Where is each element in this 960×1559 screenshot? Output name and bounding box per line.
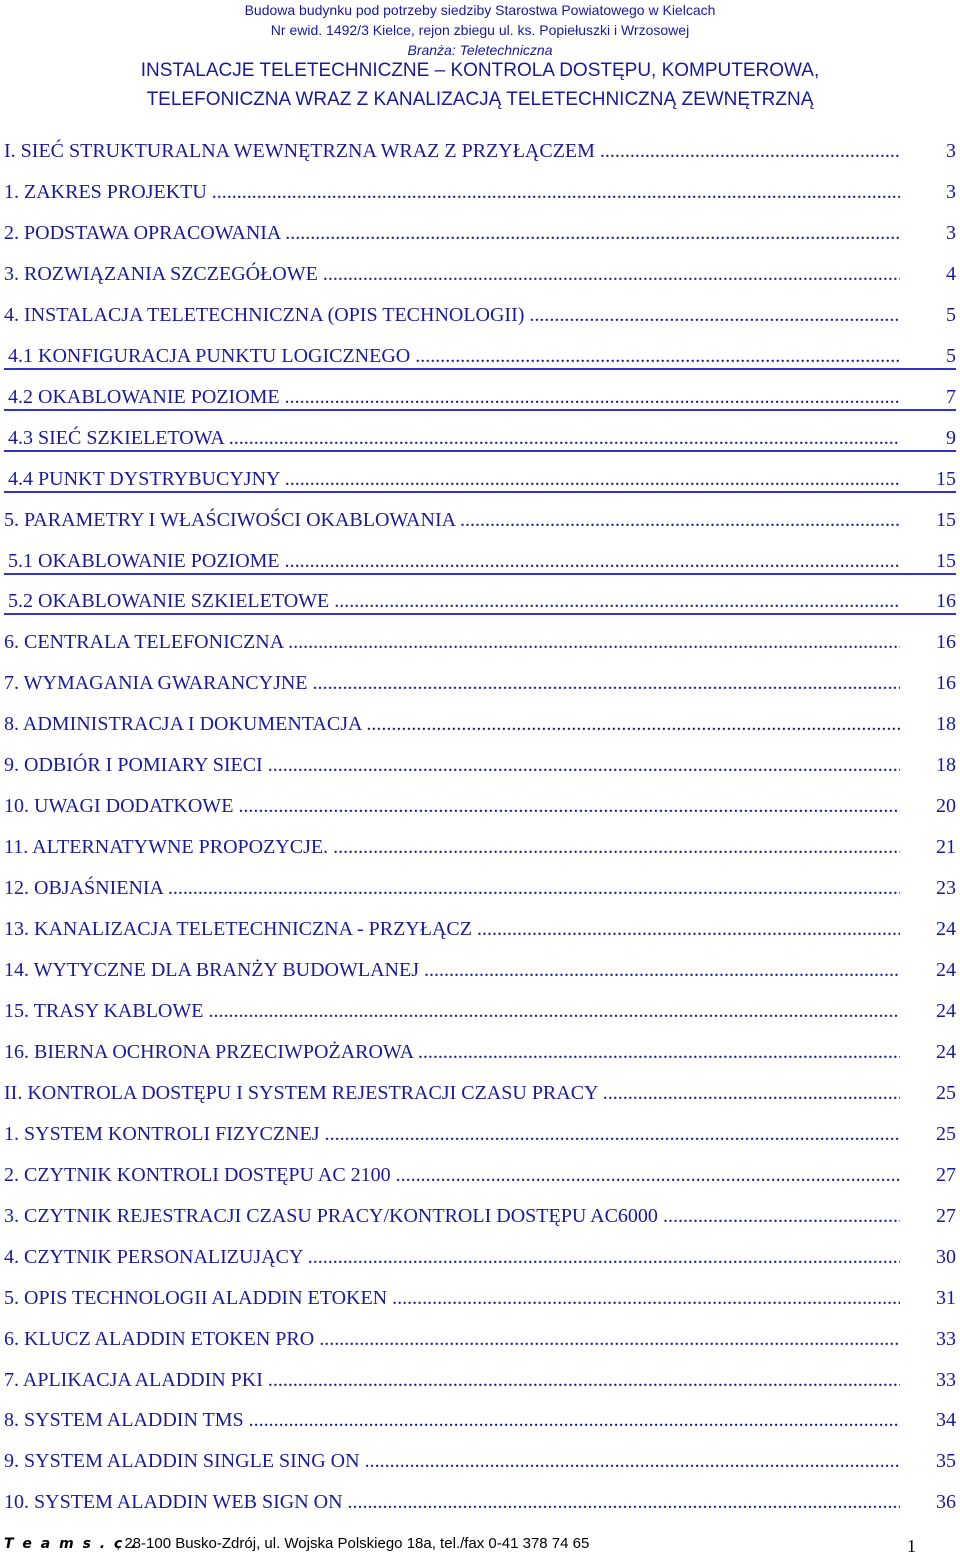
toc-entry-page: 36 bbox=[936, 1491, 956, 1514]
toc-entry-page: 15 bbox=[936, 549, 956, 572]
toc-entry-page: 27 bbox=[936, 1163, 956, 1186]
toc-entry-title: 2. PODSTAWA OPRACOWANIA ..... bbox=[4, 221, 900, 245]
toc-entry-page: 9 bbox=[946, 426, 956, 449]
toc-entry-title: 6. KLUCZ ALADDIN ETOKEN PRO ..... bbox=[4, 1327, 900, 1351]
toc-entry-page: 16 bbox=[936, 590, 956, 613]
toc-entry bbox=[0, 498, 960, 538]
toc-entry-link[interactable] bbox=[0, 457, 960, 497]
link-underline bbox=[4, 613, 956, 615]
toc-entry-title: 3. CZYTNIK REJESTRACJI CZASU PRACY/KONTROLI DOSTĘPU AC6000 ..... bbox=[4, 1204, 900, 1228]
toc-entry-title: 16. BIERNA OCHRONA PRZECIWPOŻAROWA ..... bbox=[4, 1040, 900, 1064]
page-header bbox=[0, 0, 960, 60]
toc-entry-page: 24 bbox=[936, 1040, 956, 1063]
toc-entry-title: 15. TRASY KABLOWE ..... bbox=[4, 999, 900, 1023]
toc-entry-title: 4.4 PUNKT DYSTRYBUCYJNY ..... bbox=[8, 467, 900, 491]
toc-entry bbox=[0, 661, 960, 701]
toc-entry-title: 7. WYMAGANIA GWARANCYJNE ..... bbox=[4, 671, 900, 695]
footer-brand: T e a m s . c . bbox=[4, 1536, 139, 1552]
toc-entry bbox=[0, 1112, 960, 1152]
toc-entry bbox=[0, 170, 960, 210]
toc-entry-page: 18 bbox=[936, 754, 956, 777]
toc-entry-title: 10. UWAGI DODATKOWE ..... bbox=[4, 794, 900, 818]
toc-entry bbox=[0, 1030, 960, 1070]
toc-entry-page: 15 bbox=[936, 467, 956, 490]
toc-entry bbox=[0, 1194, 960, 1234]
toc-entry-page: 5 bbox=[946, 344, 956, 367]
toc-entry-page: 3 bbox=[946, 180, 956, 203]
toc-entry-page: 23 bbox=[936, 877, 956, 900]
toc-entry bbox=[0, 1153, 960, 1193]
toc-entry-title: 11. ALTERNATYWNE PROPOZYCJE. ..... bbox=[4, 835, 900, 859]
toc-entry-link[interactable] bbox=[0, 334, 960, 374]
toc-entry-link[interactable] bbox=[0, 539, 960, 579]
toc-entry bbox=[0, 907, 960, 947]
toc-entry-title: 4. INSTALACJA TELETECHNICZNA (OPIS TECHNOLOGII) ..... bbox=[4, 303, 900, 327]
toc-entry-title: 9. SYSTEM ALADDIN SINGLE SING ON ..... bbox=[4, 1449, 900, 1473]
toc-entry-title: 1. SYSTEM KONTROLI FIZYCZNEJ ..... bbox=[4, 1122, 900, 1146]
toc-entry-page: 4 bbox=[946, 262, 956, 285]
toc-entry bbox=[0, 784, 960, 824]
toc-entry-title: 5.1 OKABLOWANIE POZIOME ..... bbox=[8, 549, 900, 573]
toc-entry bbox=[0, 948, 960, 988]
toc-entry-title: 7. APLIKACJA ALADDIN PKI ..... bbox=[4, 1368, 900, 1392]
toc-entry bbox=[0, 1071, 960, 1111]
header-line-3: Branża: Teletechniczna bbox=[407, 42, 553, 58]
toc-entry-page: 16 bbox=[936, 631, 956, 654]
toc-entry-page: 3 bbox=[946, 140, 956, 162]
toc-entry-page: 15 bbox=[936, 508, 956, 531]
toc-entry-page: 21 bbox=[936, 836, 956, 859]
toc-entry-page: 30 bbox=[936, 1245, 956, 1268]
toc-entry-page: 34 bbox=[936, 1409, 956, 1432]
toc-entry bbox=[0, 866, 960, 906]
toc-entry bbox=[0, 1317, 960, 1357]
toc-entry-title: 8. ADMINISTRACJA I DOKUMENTACJA ..... bbox=[4, 712, 900, 736]
link-underline bbox=[4, 573, 956, 575]
link-underline bbox=[4, 368, 956, 370]
toc-entry-page: 24 bbox=[936, 959, 956, 981]
toc-entry bbox=[0, 293, 960, 333]
toc-entry bbox=[0, 1276, 960, 1316]
toc-entry-page: 25 bbox=[936, 1081, 956, 1104]
toc-entry-title: II. KONTROLA DOSTĘPU I SYSTEM REJESTRACJI CZASU PRACY ..... bbox=[4, 1081, 900, 1105]
toc-entry-title: 9. ODBIÓR I POMIARY SIECI ..... bbox=[4, 753, 900, 777]
toc-entry-page: 24 bbox=[936, 918, 956, 941]
toc-entry bbox=[0, 1235, 960, 1275]
toc-entry-title: 4.1 KONFIGURACJA PUNKTU LOGICZNEGO ..... bbox=[8, 344, 900, 368]
toc-entry-title: 4. CZYTNIK PERSONALIZUJĄCY ..... bbox=[4, 1245, 900, 1269]
toc-entry bbox=[0, 1480, 960, 1520]
header-line-1: Budowa budynku pod potrzeby siedziby Starostwa Powiatowego w Kielcach bbox=[244, 2, 716, 18]
toc-entry-link[interactable] bbox=[0, 416, 960, 456]
toc-entry-page: 27 bbox=[936, 1204, 956, 1227]
footer-address: , 28-100 Busko-Zdrój, ul. Wojska Polskiego 18a, tel./fax 0-41 378 74 65 bbox=[116, 1535, 590, 1552]
toc-entry-title: 14. WYTYCZNE DLA BRANŻY BUDOWLANEJ ..... bbox=[4, 958, 900, 982]
toc-entry bbox=[0, 1439, 960, 1479]
toc-entry-title: 12. OBJAŚNIENIA ..... bbox=[4, 876, 900, 900]
link-underline bbox=[4, 491, 956, 493]
toc-entry-page: 7 bbox=[946, 385, 956, 408]
title-line-1: INSTALACJE TELETECHNICZNE – KONTROLA DOSTĘPU, KOMPUTEROWA, bbox=[140, 60, 820, 81]
toc-entry-title: 5. OPIS TECHNOLOGII ALADDIN ETOKEN ..... bbox=[4, 1286, 900, 1310]
toc-entry bbox=[0, 129, 960, 169]
toc-entry-page: 24 bbox=[936, 999, 956, 1022]
page-footer bbox=[0, 1531, 960, 1557]
toc-entry bbox=[0, 211, 960, 251]
toc-entry-page: 20 bbox=[936, 795, 956, 818]
toc-entry-page: 33 bbox=[936, 1368, 956, 1391]
link-underline bbox=[4, 450, 956, 452]
toc-entry bbox=[0, 620, 960, 660]
toc-entry-title: 4.3 SIEĆ SZKIELETOWA ..... bbox=[8, 426, 900, 450]
toc-entry-page: 18 bbox=[936, 713, 956, 736]
toc-entry bbox=[0, 825, 960, 865]
toc-entry-title: 4.2 OKABLOWANIE POZIOME ..... bbox=[8, 385, 900, 409]
toc-entry-title: 1. ZAKRES PROJEKTU ..... bbox=[4, 180, 900, 204]
toc-entry-page: 33 bbox=[936, 1327, 956, 1350]
toc-entry-link[interactable] bbox=[0, 579, 960, 619]
toc-entry-page: 25 bbox=[936, 1122, 956, 1145]
toc-entry-page: 35 bbox=[936, 1450, 956, 1473]
page-number: 1 bbox=[907, 1536, 916, 1556]
toc-entry-page: 16 bbox=[936, 672, 956, 695]
toc-entry bbox=[0, 743, 960, 783]
toc-entry-page: 3 bbox=[946, 221, 956, 244]
toc-entry-title: 3. ROZWIĄZANIA SZCZEGÓŁOWE ..... bbox=[4, 262, 900, 286]
toc-entry bbox=[0, 1358, 960, 1398]
toc-entry-page: 31 bbox=[936, 1286, 956, 1309]
toc-entry-link[interactable] bbox=[0, 375, 960, 415]
document-title bbox=[0, 56, 960, 114]
toc-entry-title: 2. CZYTNIK KONTROLI DOSTĘPU AC 2100 ..... bbox=[4, 1163, 900, 1187]
header-line-2: Nr ewid. 1492/3 Kielce, rejon zbiegu ul. ks. Popiełuszki i Wrzosowej bbox=[270, 22, 690, 38]
link-underline bbox=[4, 409, 956, 411]
title-line-2: TELEFONICZNA WRAZ Z KANALIZACJĄ TELETECHNICZNĄ ZEWNĘTRZNĄ bbox=[146, 89, 814, 110]
toc-entry bbox=[0, 1398, 960, 1438]
toc-entry bbox=[0, 989, 960, 1029]
toc-entry-title: 8. SYSTEM ALADDIN TMS ..... bbox=[4, 1408, 900, 1432]
toc-entry-title: I. SIEĆ STRUKTURALNA WEWNĘTRZNA WRAZ Z PRZYŁĄCZEM ..... bbox=[4, 139, 900, 163]
toc-entry-title: 5. PARAMETRY I WŁAŚCIWOŚCI OKABLOWANIA ..... bbox=[4, 508, 900, 532]
toc-entry-title: 13. KANALIZACJA TELETECHNICZNA - PRZYŁĄCZ ..... bbox=[4, 917, 900, 941]
toc-entry-title: 5.2 OKABLOWANIE SZKIELETOWE ..... bbox=[8, 589, 900, 613]
toc-entry-title: 10. SYSTEM ALADDIN WEB SIGN ON ..... bbox=[4, 1490, 900, 1514]
toc-entry bbox=[0, 252, 960, 292]
toc-entry bbox=[0, 702, 960, 742]
toc-entry-page: 5 bbox=[946, 303, 956, 326]
toc-entry-title: 6. CENTRALA TELEFONICZNA ..... bbox=[4, 630, 900, 654]
